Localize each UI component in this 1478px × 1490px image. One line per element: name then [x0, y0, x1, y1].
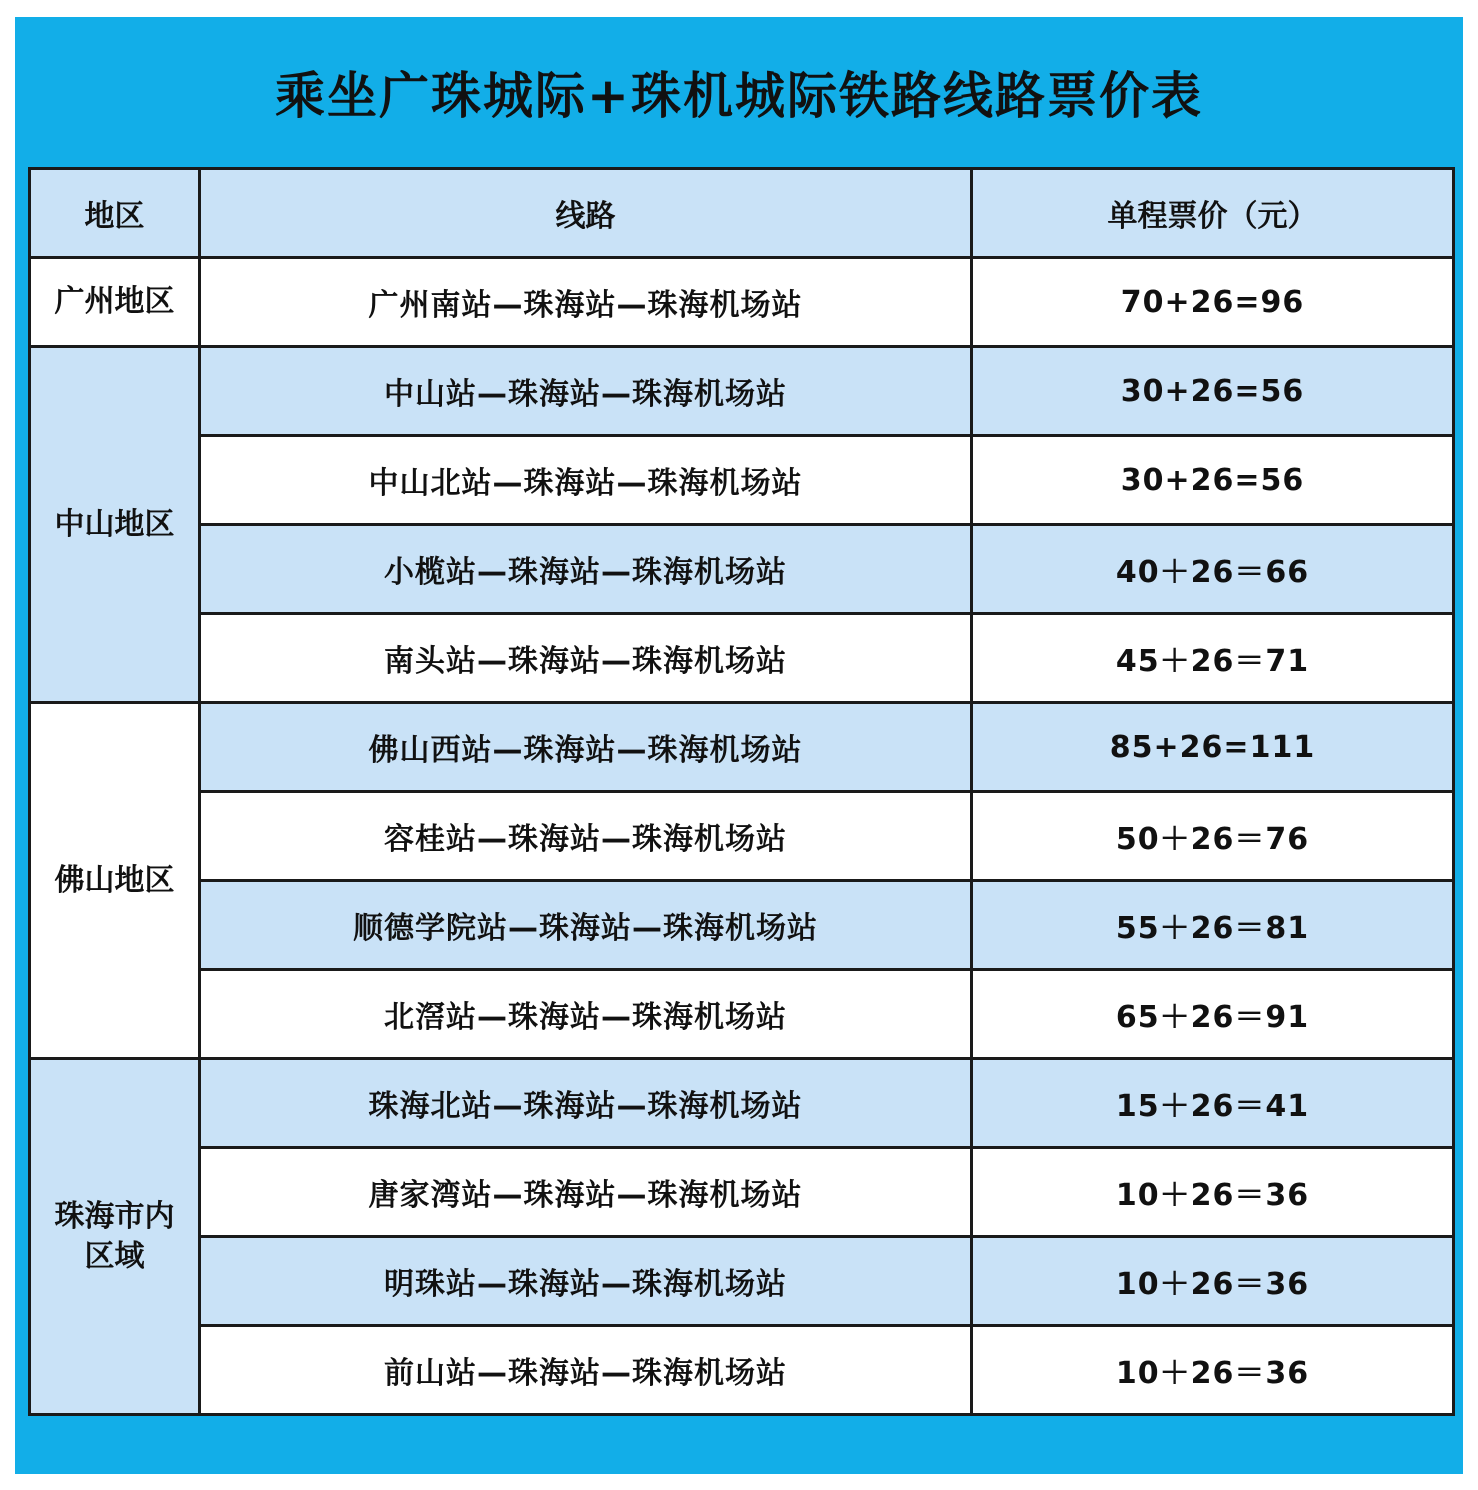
route-cell: 中山北站—珠海站—珠海机场站	[200, 436, 972, 525]
region-cell-guangzhou: 广州地区	[30, 258, 200, 347]
region-cell-zhuhai	[30, 1059, 200, 1415]
table-row	[30, 1237, 1454, 1326]
table-row	[30, 1059, 1454, 1148]
table-row	[30, 525, 1454, 614]
table-row	[30, 347, 1454, 436]
price-cell: 15＋26＝41	[972, 1059, 1454, 1148]
price-cell: 85+26=111	[972, 703, 1454, 792]
table-row	[30, 1148, 1454, 1237]
route-cell: 广州南站—珠海站—珠海机场站	[200, 258, 972, 347]
table-row	[30, 881, 1454, 970]
route-cell: 珠海北站—珠海站—珠海机场站	[200, 1059, 972, 1148]
header-price: 单程票价（元）	[972, 169, 1454, 258]
table-row	[30, 1326, 1454, 1415]
table-row	[30, 436, 1454, 525]
price-cell: 40＋26＝66	[972, 525, 1454, 614]
route-cell: 唐家湾站—珠海站—珠海机场站	[200, 1148, 972, 1237]
route-cell: 中山站—珠海站—珠海机场站	[200, 347, 972, 436]
route-cell: 明珠站—珠海站—珠海机场站	[200, 1237, 972, 1326]
table-row	[30, 970, 1454, 1059]
table-row	[30, 258, 1454, 347]
price-cell: 55＋26＝81	[972, 881, 1454, 970]
price-cell: 10＋26＝36	[972, 1148, 1454, 1237]
page-title: 乘坐广珠城际+珠机城际铁路线路票价表	[275, 67, 1203, 125]
table-row	[30, 792, 1454, 881]
route-cell: 佛山西站—珠海站—珠海机场站	[200, 703, 972, 792]
route-cell: 前山站—珠海站—珠海机场站	[200, 1326, 972, 1415]
price-cell: 10＋26＝36	[972, 1326, 1454, 1415]
price-cell: 45＋26＝71	[972, 614, 1454, 703]
route-cell: 容桂站—珠海站—珠海机场站	[200, 792, 972, 881]
price-cell: 30+26=56	[972, 436, 1454, 525]
price-cell: 70+26=96	[972, 258, 1454, 347]
fare-table-frame	[15, 17, 1463, 1474]
route-cell: 北滘站—珠海站—珠海机场站	[200, 970, 972, 1059]
header-region: 地区	[30, 169, 200, 258]
price-cell: 30+26=56	[972, 347, 1454, 436]
table-row	[30, 614, 1454, 703]
route-cell: 南头站—珠海站—珠海机场站	[200, 614, 972, 703]
fare-table	[28, 167, 1455, 1416]
region-cell-foshan: 佛山地区	[30, 703, 200, 1059]
price-cell: 50＋26＝76	[972, 792, 1454, 881]
region-cell-zhongshan: 中山地区	[30, 347, 200, 703]
route-cell: 顺德学院站—珠海站—珠海机场站	[200, 881, 972, 970]
region-label-zhuhai: 珠海市内区域	[54, 1198, 175, 1274]
price-cell: 10＋26＝36	[972, 1237, 1454, 1326]
route-cell: 小榄站—珠海站—珠海机场站	[200, 525, 972, 614]
price-cell: 65＋26＝91	[972, 970, 1454, 1059]
header-route: 线路	[200, 169, 972, 258]
table-header-row	[30, 169, 1454, 258]
table-row	[30, 703, 1454, 792]
